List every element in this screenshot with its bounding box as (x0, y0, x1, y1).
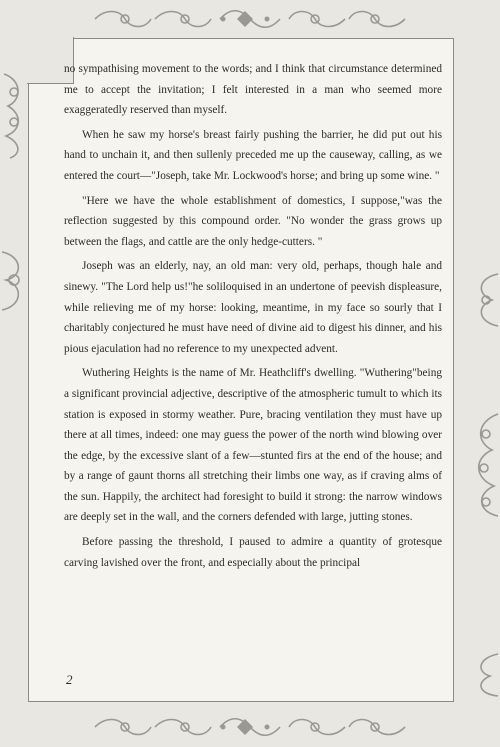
scroll-ornament-icon (466, 650, 500, 700)
scroll-ornament-icon (0, 70, 30, 160)
scroll-ornament-icon (85, 714, 415, 740)
page-number: 2 (66, 672, 73, 687)
scroll-ornament-icon (85, 6, 415, 32)
paragraph: Wuthering Heights is the name of Mr. Heathcliff's dwelling. "Wuthering"being a significant provincial adjective, descriptive of the atmospheric tumult to which its station is exposed in stormy weather. Pure, bracing ventilation they must have up there at all times, indeed: one may guess the power of the north wind blowing over the edge, by the excessive slant of a few—stunted firs at the end of the house; and by a range of gaunt thorns all stretching their limbs one way, as if craving alms of the sun. Happily, the architect had foresight to build it strong: the narrow windows are deeply set in the wall, and the corners defended with large, jutting stones. (64, 367, 442, 524)
paragraph: Before passing the threshold, I paused to admire a quantity of grotesque carving lavished over the front, and especially about the principal (64, 536, 442, 569)
paragraph: "Here we have the whole establishment of domestics, I suppose,"was the reflection suggested by this compound order. "No wonder the grass grows up between the flags, and cattle are the only hedge-cutters. " (64, 194, 442, 248)
scroll-ornament-icon (0, 246, 30, 316)
left-scroll-ornament (0, 70, 30, 165)
paragraph: no sympathising movement to the words; and I think that circumstance determined me to accept the invitation; I felt interested in a man who seemed more exaggeratedly reserved than myself. (64, 63, 442, 117)
left-scroll-ornament (0, 246, 30, 321)
scroll-ornament-icon (468, 410, 500, 520)
body-text (64, 59, 442, 577)
bottom-scroll-ornament (0, 712, 500, 742)
scroll-ornament-icon (468, 270, 500, 330)
top-scroll-ornament (0, 4, 500, 34)
paragraph: When he saw my horse's breast fairly pushing the barrier, he did put out his hand to unchain it, and then sullenly preceded me up the causeway, calling, as we entered the court—"Joseph, take Mr. Lockwood's horse; and bring up some wine. " (64, 128, 442, 182)
right-scroll-ornament (468, 270, 500, 335)
paragraph: Joseph was an elderly, nay, an old man: very old, perhaps, though hale and sinewy. "The Lord help us!"he soliloquised in an undertone of peevish displeasure, while relieving me of my horse: looking, meantime, in my face so sourly that I charitably conjectured he must have need of divine aid to digest his dinner, and his pious ejaculation had no reference to my unexpected advent. (64, 260, 442, 355)
right-scroll-ornament (468, 410, 500, 525)
right-scroll-ornament (466, 650, 500, 705)
